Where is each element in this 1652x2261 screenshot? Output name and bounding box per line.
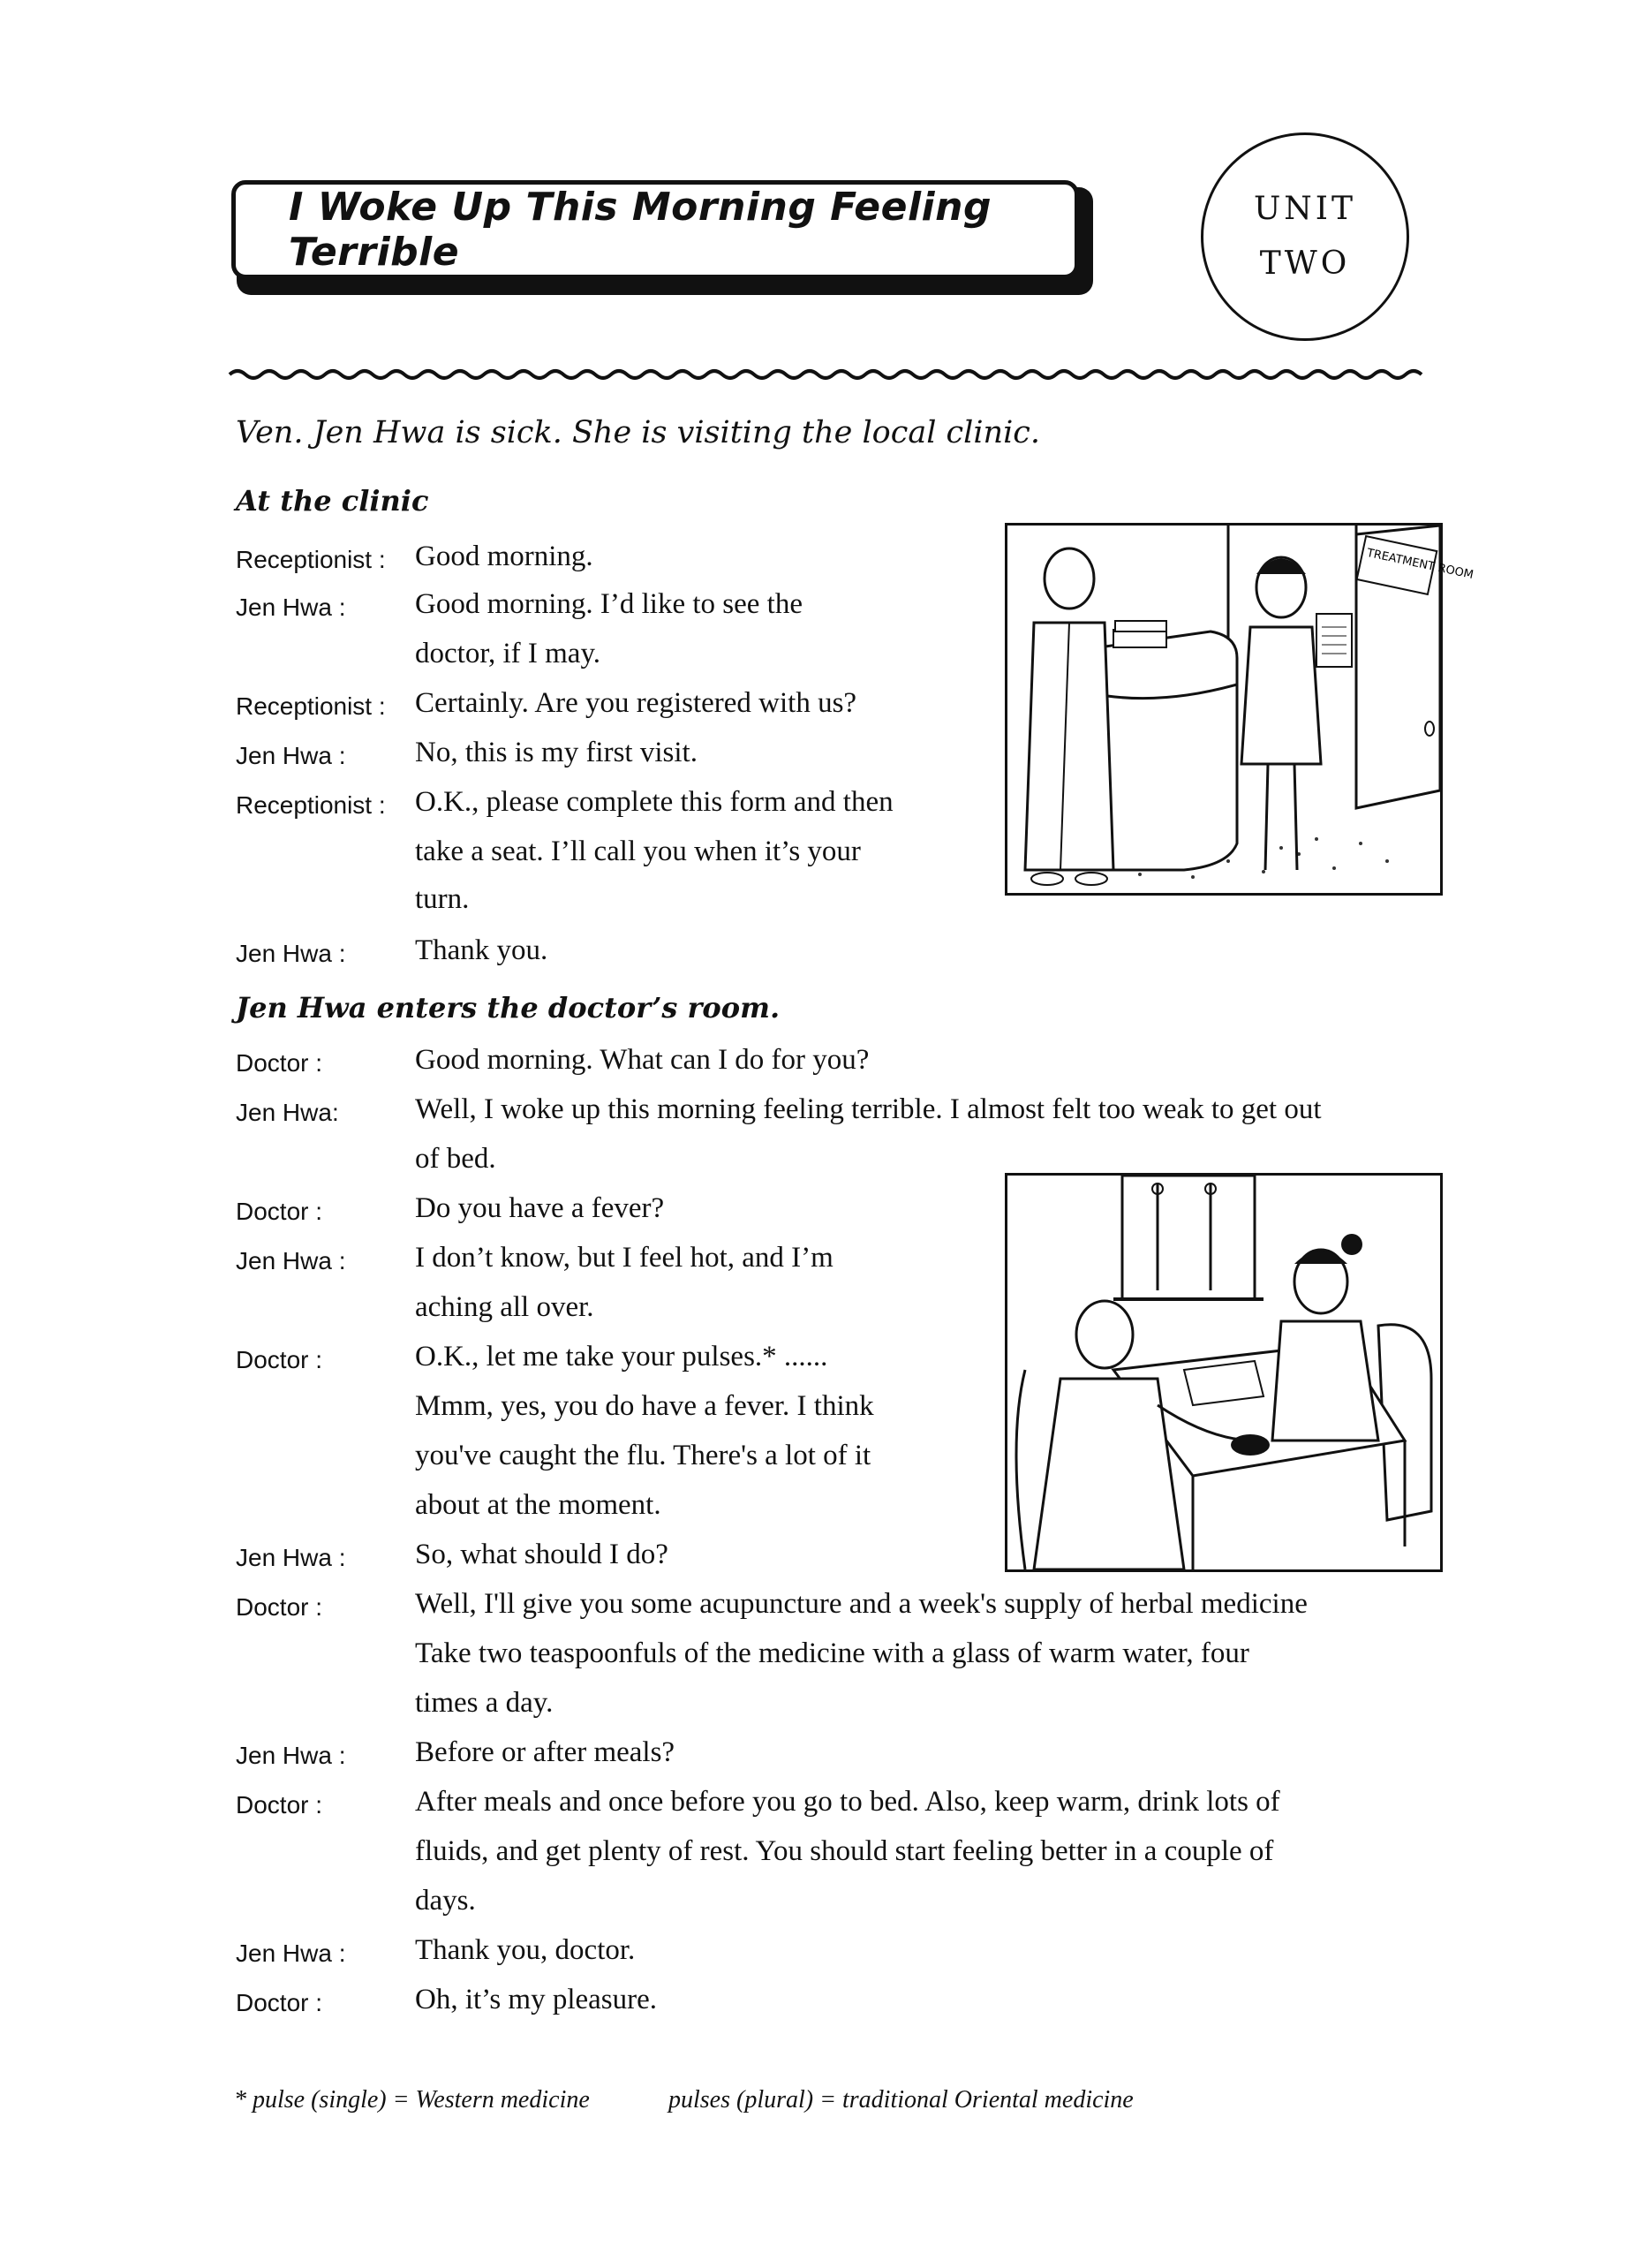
speaker-label: Jen Hwa : bbox=[236, 940, 346, 967]
speech-line: After meals and once before you go to bed. Also, keep warm, drink lots of bbox=[415, 1786, 1280, 1818]
intro-text: Ven. Jen Hwa is sick. She is visiting the local clinic. bbox=[236, 415, 1040, 450]
reception-illustration bbox=[1005, 523, 1475, 896]
doctor-room-illustration bbox=[1005, 1173, 1443, 1572]
speaker-label: Doctor : bbox=[236, 1198, 323, 1225]
speech-line: Good morning. bbox=[415, 541, 593, 572]
speaker-label: Receptionist : bbox=[236, 546, 386, 573]
speech-line: aching all over. bbox=[415, 1291, 594, 1323]
page-title: I Woke Up This Morning Feeling Terrible bbox=[289, 185, 992, 275]
speech-line: Mmm, yes, you do have a fever. I think bbox=[415, 1390, 874, 1422]
wavy-divider bbox=[230, 364, 1422, 385]
treatment-room-sign: TREATMENT ROOM bbox=[1365, 546, 1475, 583]
speech-line: Good morning. What can I do for you? bbox=[415, 1044, 870, 1076]
title-box bbox=[231, 180, 1079, 279]
speech-line: days. bbox=[415, 1885, 476, 1917]
speaker-label: Jen Hwa : bbox=[236, 742, 346, 769]
speech-line: O.K., please complete this form and then bbox=[415, 786, 894, 818]
speech-line: take a seat. I’ll call you when it’s your bbox=[415, 836, 861, 867]
speech-line: Thank you. bbox=[415, 934, 548, 966]
speech-line: fluids, and get plenty of rest. You should start feeling better in a couple of bbox=[415, 1835, 1274, 1867]
speech-line: Take two teaspoonfuls of the medicine with a glass of warm water, four bbox=[415, 1637, 1249, 1669]
speaker-label: Jen Hwa : bbox=[236, 1940, 346, 1967]
speaker-label: Doctor : bbox=[236, 1346, 323, 1373]
speaker-label: Doctor : bbox=[236, 1593, 323, 1621]
speech-line: doctor, if I may. bbox=[415, 638, 601, 669]
speech-line: Oh, it’s my pleasure. bbox=[415, 1984, 658, 2015]
speaker-label: Jen Hwa: bbox=[236, 1099, 339, 1126]
section-heading-clinic: At the clinic bbox=[236, 484, 429, 518]
speech-line: Well, I woke up this morning feeling terrible. I almost felt too weak to get out bbox=[415, 1093, 1322, 1125]
speech-line: O.K., let me take your pulses.* ...... bbox=[415, 1341, 828, 1372]
speech-line: No, this is my first visit. bbox=[415, 737, 698, 768]
speaker-label: Jen Hwa : bbox=[236, 1247, 346, 1274]
unit-number: TWO bbox=[1259, 246, 1351, 282]
speech-line: Do you have a fever? bbox=[415, 1192, 665, 1224]
speech-line: turn. bbox=[415, 883, 470, 915]
unit-badge bbox=[1201, 132, 1409, 341]
speech-line: Thank you, doctor. bbox=[415, 1934, 636, 1966]
speaker-label: Receptionist : bbox=[236, 692, 386, 720]
speech-line: Good morning. I’d like to see the bbox=[415, 588, 803, 620]
speaker-label: Doctor : bbox=[236, 1791, 323, 1819]
speaker-label: Doctor : bbox=[236, 1989, 323, 2016]
speech-line: Well, I'll give you some acupuncture and a week's supply of herbal medicine bbox=[415, 1588, 1308, 1620]
speaker-label: Jen Hwa : bbox=[236, 1742, 346, 1769]
speech-line: times a day. bbox=[415, 1687, 554, 1719]
speaker-label: Doctor : bbox=[236, 1049, 323, 1077]
speaker-label: Jen Hwa : bbox=[236, 594, 346, 621]
speech-line: you've caught the flu. There's a lot of it bbox=[415, 1440, 871, 1471]
speech-line: Certainly. Are you registered with us? bbox=[415, 687, 857, 719]
speech-line: of bed. bbox=[415, 1143, 496, 1175]
speaker-label: Jen Hwa : bbox=[236, 1544, 346, 1571]
section-heading-doctor: Jen Hwa enters the doctor’s room. bbox=[236, 991, 781, 1025]
speech-line: So, what should I do? bbox=[415, 1539, 668, 1570]
footnote-plural: pulses (plural) = traditional Oriental medicine bbox=[668, 2086, 1134, 2114]
footnote-single: * pulse (single) = Western medicine bbox=[234, 2086, 590, 2114]
speech-line: Before or after meals? bbox=[415, 1736, 675, 1768]
unit-label: UNIT bbox=[1253, 191, 1357, 227]
speaker-label: Receptionist : bbox=[236, 791, 386, 819]
speech-line: I don’t know, but I feel hot, and I’m bbox=[415, 1242, 834, 1274]
speech-line: about at the moment. bbox=[415, 1489, 661, 1521]
